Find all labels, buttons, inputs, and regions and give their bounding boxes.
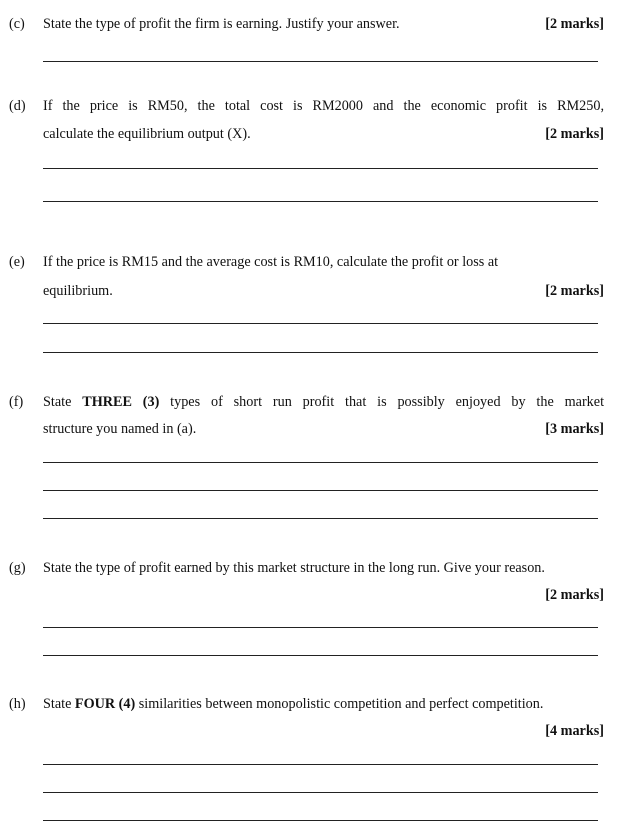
question-text: If the price is RM15 and the average cost is RM10, calculate the profit or loss at (43, 254, 499, 270)
answer-line[interactable] (43, 323, 598, 324)
marks-label: [2 marks] (545, 16, 604, 32)
answer-line[interactable] (43, 764, 598, 765)
question-text-start: State (43, 394, 72, 410)
question-text: State the type of profit the firm is earning. Justify your answer. (43, 16, 400, 32)
emphasis-count: THREE (3) (82, 394, 160, 410)
question-text-end: types of short run profit that is possibly enjoyed by the market (170, 394, 605, 410)
answer-line[interactable] (43, 518, 598, 519)
question-text-continued: calculate the equilibrium output (X). (43, 126, 251, 142)
question-label: (d) (9, 98, 26, 114)
question-text: State the type of profit earned by this market structure in the long run. Give your reason. (43, 560, 545, 576)
question-label: (c) (9, 16, 25, 32)
question-text-continued: equilibrium. (43, 283, 113, 299)
answer-line[interactable] (43, 201, 598, 202)
question-text-start: State (43, 696, 72, 712)
answer-line[interactable] (43, 61, 598, 62)
question-text (43, 394, 604, 411)
answer-line[interactable] (43, 168, 598, 169)
answer-line[interactable] (43, 462, 598, 463)
marks-label: [2 marks] (545, 283, 604, 299)
emphasis-count: FOUR (4) (74, 696, 136, 712)
answer-line[interactable] (43, 352, 598, 353)
answer-line[interactable] (43, 490, 598, 491)
marks-label: [2 marks] (545, 126, 604, 142)
answer-line[interactable] (43, 820, 598, 821)
question-text: If the price is RM50, the total cost is RM2000 and the economic profit is RM250, (43, 98, 604, 114)
question-label: (e) (9, 254, 25, 270)
question-text-continued: structure you named in (a). (43, 421, 197, 437)
answer-line[interactable] (43, 655, 598, 656)
question-label: (g) (9, 560, 26, 576)
question-text-end: similarities between monopolistic competition and perfect competition. (138, 696, 544, 712)
question-text (43, 696, 604, 713)
answer-line[interactable] (43, 627, 598, 628)
marks-label: [2 marks] (545, 587, 604, 603)
question-label: (h) (9, 696, 26, 712)
marks-label: [4 marks] (545, 723, 604, 739)
marks-label: [3 marks] (545, 421, 604, 437)
question-label: (f) (9, 394, 24, 410)
answer-line[interactable] (43, 792, 598, 793)
